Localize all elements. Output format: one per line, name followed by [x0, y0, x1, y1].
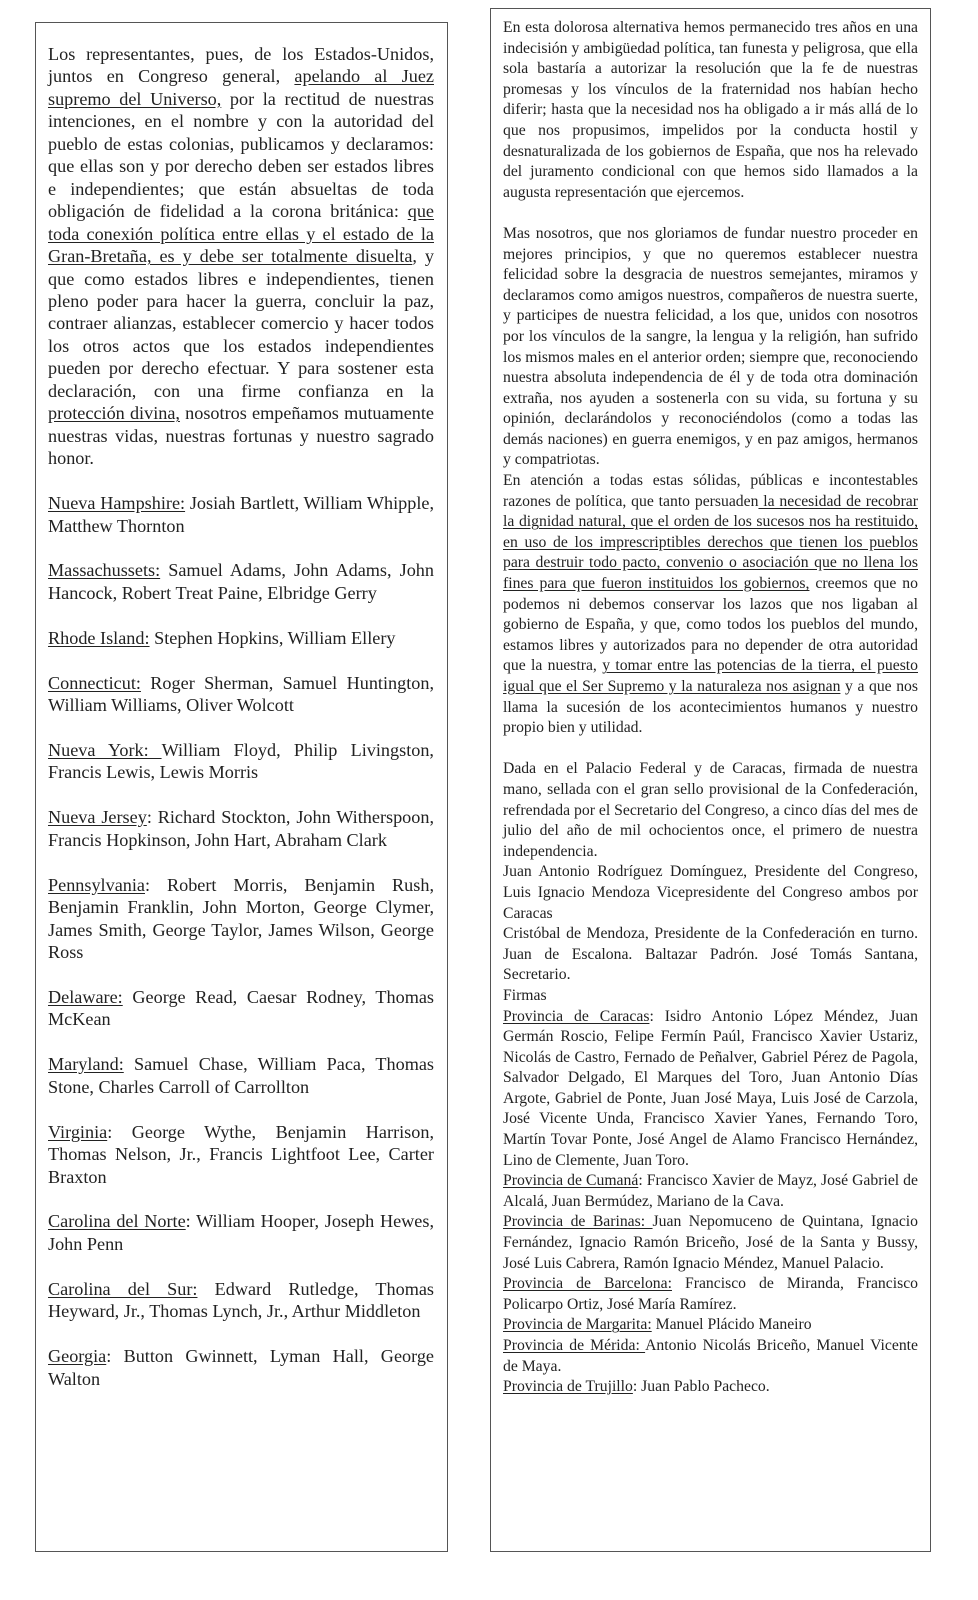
paragraph	[503, 1171, 918, 1212]
text-segment: : Button Gwinnett, Lyman Hall, George Walton	[48, 1346, 434, 1389]
venezuela-declaration-column	[490, 8, 931, 1552]
text-segment: y a que nos llama la sucesión de los acontecimientos humanos y nuestro propio bien y utilidad.	[503, 678, 919, 737]
paragraph	[503, 471, 918, 739]
underlined-text: Nueva Jersey	[48, 807, 147, 828]
text-segment: Juan Antonio Rodríguez Domínguez, Presidente del Congreso, Luis Ignacio Mendoza Vicepresidente del Congreso ambos por Caracas	[503, 863, 918, 922]
text-segment: Samuel Chase, William Paca, Thomas Stone, Charles Carroll of Carrollton	[48, 1054, 434, 1097]
paragraph	[503, 18, 918, 203]
underlined-text: Provincia de Mérida:	[503, 1337, 646, 1354]
underlined-text: Massachussets:	[48, 560, 161, 581]
paragraph	[48, 874, 434, 964]
text-segment: En esta dolorosa alternativa hemos permanecido tres años en una indecisión y ambigüedad política, tan funesta y peligrosa, que ella sola bastaría a autorizar la resolución que la fe de nuestras promesas y los vínculos de la fraternidad nos habían hecho diferir; hasta que la necesidad nos ha obligado a ir más allá de lo que nos propusimos, impelidos por la conducta hostil y desnaturalizada de los gobiernos de España, que nos ha relevado del juramento condicional con que hemos sido llamados a la augusta representación que ejercemos.	[503, 19, 918, 201]
underlined-text: Nueva York:	[48, 739, 162, 760]
underlined-text: Provincia de Trujillo	[503, 1378, 633, 1396]
underlined-text: Carolina del Sur:	[48, 1278, 198, 1299]
underlined-text: apelando al Juez supremo del Universo,	[48, 66, 434, 109]
underlined-text: Connecticut:	[48, 672, 141, 693]
text-segment: George Read, Caesar Rodney, Thomas McKean	[48, 986, 434, 1030]
text-segment: : George Wythe, Benjamin Harrison, Thomas Nelson, Jr., Francis Lightfoot Lee, Carter Braxton	[48, 1121, 434, 1187]
paragraph	[503, 1212, 918, 1274]
paragraph	[48, 986, 434, 1031]
text-segment: por la rectitud de nuestras intenciones, en el nombre y con la autoridad del pueblo de estas colonias, publicamos y declaramos: que ellas son y por derecho deben ser estados libres e independientes; que están absueltas de toda obligación de fidelidad a la corona británica:	[48, 88, 435, 222]
underlined-text: Provincia de Barcelona:	[503, 1275, 672, 1293]
text-segment: Cristóbal de Mendoza, Presidente de la Confederación en turno. Juan de Escalona. Baltazar Padrón. José Tomás Santana, Secretario.	[503, 925, 918, 984]
text-segment: Roger Sherman, Samuel Huntington, William Williams, Oliver Wolcott	[48, 672, 434, 716]
underlined-text: protección divina,	[48, 403, 180, 424]
text-segment: , y que como estados libres e independientes, tienen pleno poder para hacer la guerra, concluir la paz, contraer alianzas, establecer comercio y hacer todos los otros actos que los estados independientes pueden por derecho efectuar. Y para sostener esta declaración, con una firme confianza en la	[48, 246, 434, 401]
text-segment: Juan Nepomuceno de Quintana, Ignacio Fernández, Ignacio Ramón Briceño, José de la Santa y Bussy, José Luis Cabrera, Ramón Ignacio Méndez, Manuel Palacio.	[503, 1213, 918, 1272]
underlined-text: Virginia	[48, 1121, 108, 1142]
underlined-text: Provincia de Barinas:	[503, 1213, 653, 1231]
text-segment: William Floyd, Philip Livingston, Francis Lewis, Lewis Morris	[48, 739, 434, 783]
text-segment: Mas nosotros, que nos gloriamos de fundar nuestro proceder en mejores principios, y que no queremos establecer nuestra felicidad sobre la desgracia de nuestros semejantes, miramos y declaramos como amigos nuestros, compañeros de nuestra suerte, y participes de nuestra felicidad, a los que, unidos con nosotros por los vínculos de la sangre, la lengua y la religión, han sufrido los mismos males en el anterior orden; siempre que, reconociendo nuestra absoluta independencia de él y de toda otra dominación extraña, nos ayuden a sostenerla con su vida, su fortuna y su opinión, declarándolos y reconociéndolos (como a todas las demás naciones) en guerra enemigos, y en paz amigos, hermanos y compatriotas.	[503, 224, 918, 469]
paragraph	[48, 43, 434, 470]
paragraph	[48, 672, 434, 717]
paragraph	[503, 759, 918, 862]
paragraph	[48, 739, 434, 784]
paragraph	[503, 1315, 918, 1336]
paragraph	[48, 627, 434, 649]
text-segment: Josiah Bartlett, William Whipple, Matthew Thornton	[48, 493, 434, 536]
underlined-text: Georgia	[48, 1346, 107, 1367]
text-segment: creemos que no podemos ni debemos conservar los lazos que nos ligaban al gobierno de España, y que, como todos los pueblos del mundo, estamos libres y autorizados para no depender de otra autoridad que la nuestra,	[503, 575, 918, 675]
text-segment: Francisco de Miranda, Francisco Policarpo Ortiz, José María Ramírez.	[503, 1275, 918, 1313]
text-segment: nosotros empeñamos mutuamente nuestras vidas, nuestras fortunas y nuestro sagrado honor.	[48, 403, 434, 469]
text-segment: Stephen Hopkins, William Ellery	[149, 627, 396, 648]
paragraph	[503, 1336, 918, 1377]
paragraph	[503, 1377, 918, 1398]
underlined-text: Nueva Hampshire:	[48, 493, 186, 514]
underlined-text: Rhode Island:	[48, 627, 150, 648]
text-segment: Antonio Nicolás Briceño, Manuel Vicente de Maya.	[503, 1337, 918, 1375]
text-segment: : Richard Stockton, John Witherspoon, Francis Hopkinson, John Hart, Abraham Clark	[48, 807, 435, 850]
text-segment: Samuel Adams, John Adams, John Hancock, Robert Treat Paine, Elbridge Gerry	[48, 560, 434, 603]
paragraph	[48, 1345, 434, 1390]
paragraph	[48, 1053, 434, 1098]
paragraph	[503, 862, 918, 924]
text-segment: : Isidro Antonio López Méndez, Juan Germán Roscio, Felipe Fermín Paúl, Francisco Xavier Ustariz, Nicolás de Castro, Fernado de Peñalver, Gabriel Pérez de Pagola, Salvador Delgado, El Marques del Toro, Juan Antonio Días Argote, Gabriel de Ponte, Juan José Maya, Luis José de Carzola, José Vicente Unda, Francisco Xavier Yanes, Fernando Toro, Martín Tovar Ponte, José Angel de Alamo Francisco Hernández, Lino de Clemente, Juan Toro.	[503, 1007, 918, 1169]
paragraph	[503, 924, 918, 986]
underlined-text: la necesidad de recobrar la dignidad natural, que el orden de los sucesos nos ha restituido, en uso de los imprescriptibles derechos que tienen los pueblos para destruir todo pacto, convenio o asociación que no llena los fines para que fueron instituidos los gobiernos,	[503, 492, 918, 593]
text-segment: Dada en el Palacio Federal y de Caracas, firmada de nuestra mano, sellada con el gran sello provisional de la Confederación, refrendada por el Secretario del Congreso, a cinco días del mes de julio del año de mil ochocientos once, el primero de nuestra independencia.	[503, 760, 918, 860]
us-declaration-column	[35, 22, 448, 1552]
paragraph	[48, 806, 434, 851]
paragraph	[503, 1007, 918, 1172]
underlined-text: Carolina del Norte	[48, 1211, 186, 1232]
paragraph	[503, 1274, 918, 1315]
text-segment: : William Hooper, Joseph Hewes, John Penn	[48, 1211, 434, 1254]
paragraph	[48, 1121, 434, 1188]
text-segment: : Robert Morris, Benjamin Rush, Benjamin Franklin, John Morton, George Clymer, James Smith, George Taylor, James Wilson, George Ross	[48, 874, 434, 963]
underlined-text: Provincia de Cumaná	[503, 1172, 639, 1190]
underlined-text: que toda conexión política entre ellas y el estado de la Gran-Bretaña, es y debe ser totalmente disuelta	[48, 201, 434, 267]
underlined-text: Provincia de Margarita:	[503, 1316, 652, 1334]
paragraph	[48, 1278, 434, 1323]
underlined-text: Pennsylvania	[48, 874, 145, 895]
underlined-text: Delaware:	[48, 986, 123, 1007]
text-segment: Firmas	[503, 986, 547, 1004]
text-segment: En atención a todas estas sólidas, públicas e incontestables razones de política, que tanto persuaden	[503, 472, 918, 510]
text-segment: : Juan Pablo Pacheco.	[632, 1378, 770, 1396]
text-segment: Edward Rutledge, Thomas Heyward, Jr., Thomas Lynch, Jr., Arthur Middleton	[48, 1278, 434, 1322]
underlined-text: Provincia de Caracas	[503, 1007, 650, 1025]
paragraph	[503, 224, 918, 471]
paragraph	[503, 986, 918, 1007]
paragraph	[48, 559, 434, 604]
underlined-text: y tomar entre las potencias de la tierra, el puesto igual que el Ser Supremo y la naturaleza nos asignan	[503, 657, 919, 695]
paragraph	[48, 492, 434, 537]
text-segment: : Francisco Xavier de Mayz, José Gabriel de Alcalá, Juan Bermúdez, Mariano de la Cava.	[503, 1172, 918, 1210]
text-segment: Los representantes, pues, de los Estados-Unidos, juntos en Congreso general,	[48, 44, 434, 87]
paragraph	[48, 1210, 434, 1255]
text-segment: Manuel Plácido Maneiro	[651, 1316, 812, 1334]
underlined-text: Maryland:	[48, 1054, 124, 1075]
